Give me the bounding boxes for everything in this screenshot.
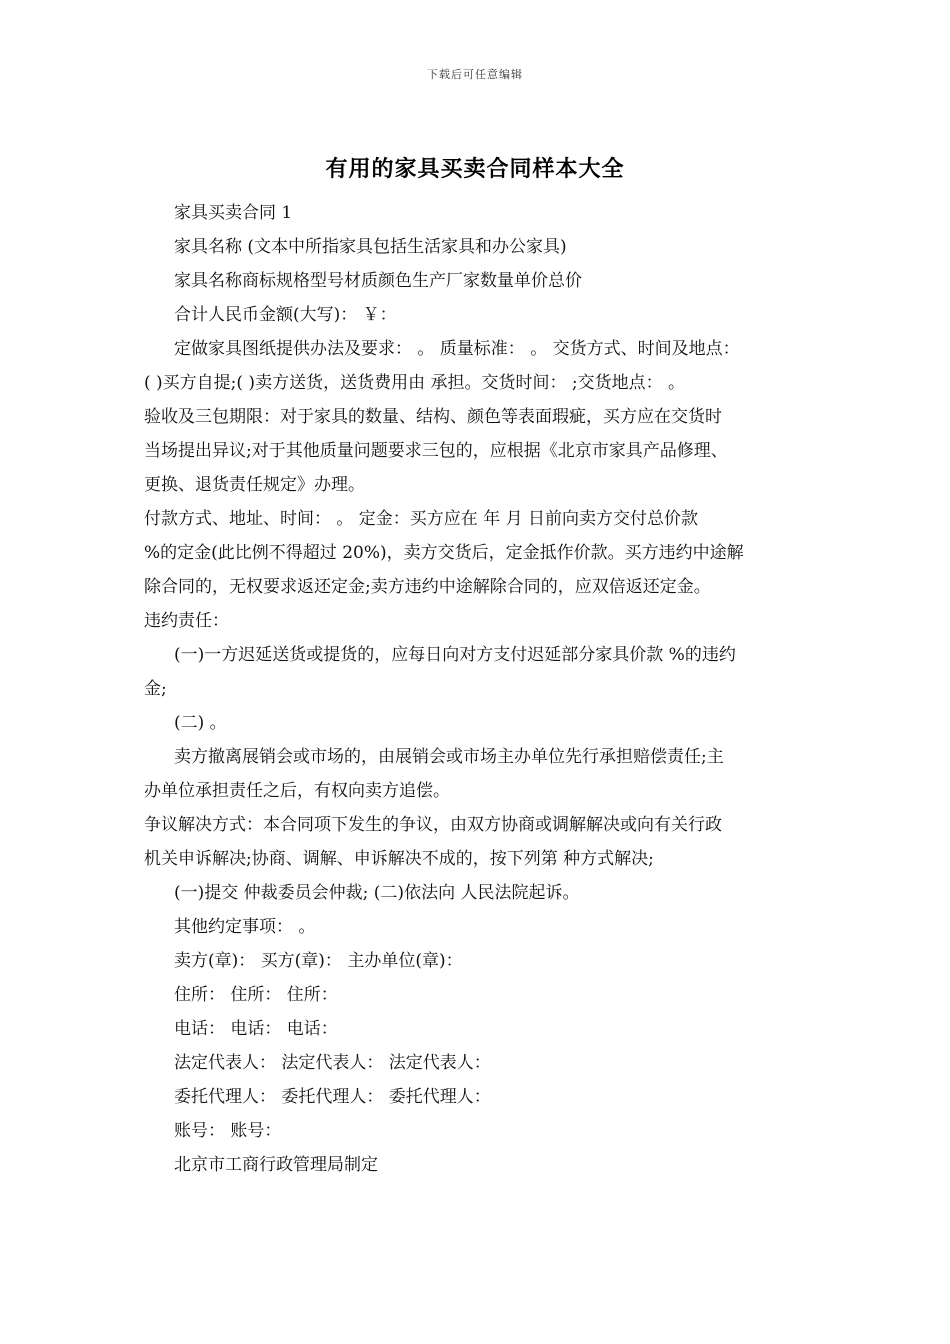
text-line: 家具名称 (文本中所指家具包括生活家具和办公家具)	[174, 237, 567, 257]
text-line: 验收及三包期限：对于家具的数量、结构、颜色等表面瑕疵，买方应在交货时	[144, 407, 722, 427]
text-line: (一)一方迟延送货或提货的，应每日向对方支付迟延部分家具价款 %的违约	[174, 645, 736, 665]
text-line: ( )买方自提;( )卖方送货，送货费用由 承担。交货时间： ;交货地点： 。	[144, 373, 686, 393]
text-line: 家具买卖合同 1	[174, 203, 293, 223]
text-line: 卖方(章)： 买方(章)： 主办单位(章)：	[174, 951, 463, 971]
text-line: 家具名称商标规格型号材质颜色生产厂家数量单价总价	[174, 271, 582, 291]
text-line: 委托代理人： 委托代理人： 委托代理人：	[174, 1087, 491, 1107]
text-line: 账号： 账号：	[174, 1121, 282, 1141]
text-line: %的定金(此比例不得超过 20%)，卖方交货后，定金抵作价款。买方违约中途解	[144, 543, 744, 563]
text-line: 北京市工商行政管理局制定	[174, 1155, 378, 1175]
document-body	[144, 196, 810, 1182]
page-header: 下载后可任意编辑	[427, 68, 523, 81]
text-line: 其他约定事项： 。	[174, 917, 316, 937]
text-line: 机关申诉解决;协商、调解、申诉解决不成的，按下列第 种方式解决;	[144, 849, 654, 869]
text-line: 卖方撤离展销会或市场的，由展销会或市场主办单位先行承担赔偿责任;主	[174, 747, 724, 767]
text-line: 定做家具图纸提供办法及要求： 。 质量标准： 。 交货方式、时间及地点：	[174, 339, 740, 359]
text-line: 当场提出异议;对于其他质量问题要求三包的，应根据《北京市家具产品修理、	[144, 441, 728, 461]
text-line: 违约责任：	[144, 611, 229, 631]
text-line: 办单位承担责任之后，有权向卖方追偿。	[144, 781, 450, 801]
text-line: 合计人民币金额(大写)： ￥：	[174, 305, 397, 325]
text-line: 付款方式、地址、时间： 。 定金：买方应在 年 月 日前向卖方交付总价款	[144, 509, 699, 529]
text-line: 争议解决方式：本合同项下发生的争议，由双方协商或调解解决或向有关行政	[144, 815, 722, 835]
text-line: 更换、退货责任规定》办理。	[144, 475, 365, 495]
text-line: (一)提交 仲裁委员会仲裁; (二)依法向 人民法院起诉。	[174, 883, 580, 903]
text-line: 住所： 住所： 住所：	[174, 985, 338, 1005]
text-line: 除合同的，无权要求返还定金;卖方违约中途解除合同的，应双倍返还定金。	[144, 577, 711, 597]
text-line: (二) 。	[174, 713, 227, 733]
text-line: 法定代表人： 法定代表人： 法定代表人：	[174, 1053, 491, 1073]
text-line: 金;	[144, 679, 167, 699]
document-title: 有用的家具买卖合同样本大全	[325, 157, 625, 182]
text-line: 电话： 电话： 电话：	[174, 1019, 338, 1039]
